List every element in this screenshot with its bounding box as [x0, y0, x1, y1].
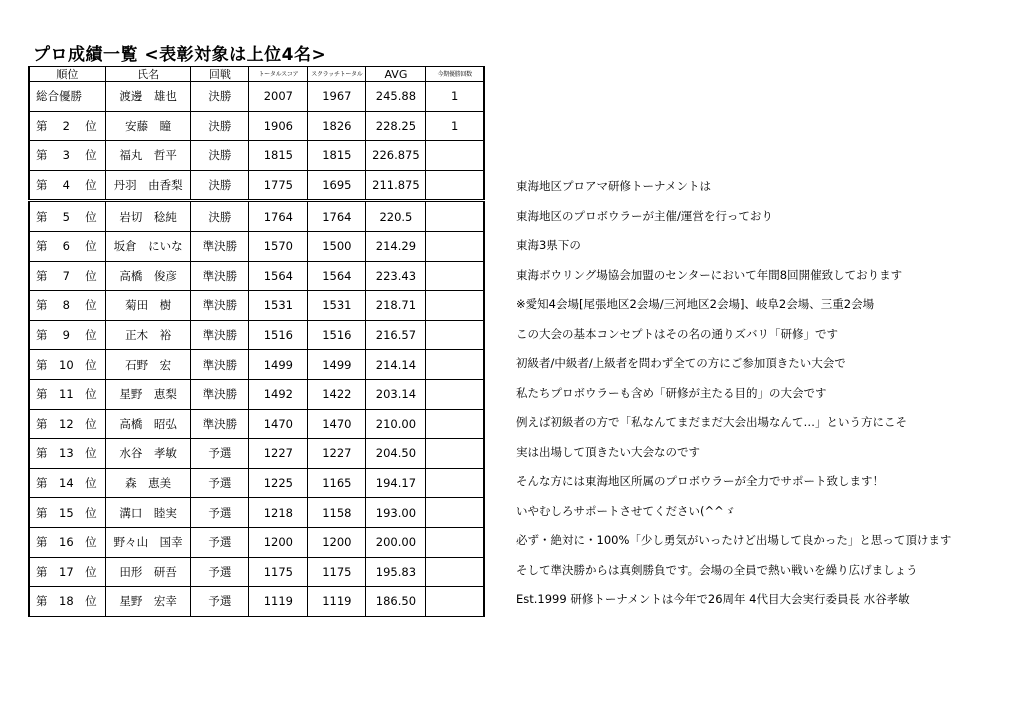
- name-cell: 星野 宏幸: [105, 587, 191, 617]
- round-cell: 準決勝: [191, 350, 249, 380]
- avg-cell: 200.00: [366, 527, 426, 557]
- table-row: [29, 527, 484, 557]
- avg-cell: 194.17: [366, 468, 426, 498]
- page-title: プロ成績一覧 <表彰対象は上位4名>: [33, 45, 327, 65]
- wins-cell: [426, 320, 484, 350]
- wins-cell: [426, 439, 484, 469]
- note-line: 東海ボウリング場協会加盟のセンターにおいて年間8回開催致しております: [516, 267, 903, 282]
- avg-cell: 210.00: [366, 409, 426, 439]
- rank-cell: 第 16 位: [29, 527, 105, 557]
- scratch-total-cell: 1764: [308, 201, 366, 232]
- scratch-total-cell: 1967: [308, 82, 366, 112]
- rank-cell: 第 9 位: [29, 320, 105, 350]
- round-cell: 予選: [191, 498, 249, 528]
- total-score-cell: 1516: [249, 320, 308, 350]
- rank-cell: 第 17 位: [29, 557, 105, 587]
- name-cell: 高橋 昭弘: [105, 409, 191, 439]
- note-line: 実は出場して頂きたい大会なのです: [516, 444, 700, 459]
- total-score-cell: 1470: [249, 409, 308, 439]
- round-cell: 準決勝: [191, 261, 249, 291]
- rank-cell: 第 8 位: [29, 291, 105, 321]
- note-line: 初級者/中級者/上級者を問わず全ての方にご参加頂きたい大会で: [516, 356, 846, 370]
- rank-cell: 第 14 位: [29, 468, 105, 498]
- notes-list: [516, 176, 951, 619]
- scratch-total-cell: 1531: [308, 291, 366, 321]
- table-row: [29, 261, 484, 291]
- avg-cell: 226.875: [366, 141, 426, 171]
- round-cell: 予選: [191, 527, 249, 557]
- avg-cell: 203.14: [366, 379, 426, 409]
- wins-cell: [426, 170, 484, 201]
- header-rank: 順位: [29, 67, 105, 82]
- total-score-cell: 1200: [249, 527, 308, 557]
- rank-cell: 第 15 位: [29, 498, 105, 528]
- avg-cell: 216.57: [366, 320, 426, 350]
- round-cell: 予選: [191, 587, 249, 617]
- table-row: [29, 379, 484, 409]
- note-line: 必ず・絶対に・100%「少し勇気がいったけど出場して良かった」と思って頂けます: [516, 533, 952, 547]
- scratch-total-cell: 1175: [308, 557, 366, 587]
- name-cell: 溝口 睦実: [105, 498, 191, 528]
- table-row: [29, 141, 484, 171]
- table-row: [29, 291, 484, 321]
- rank-cell: 第 4 位: [29, 170, 105, 201]
- wins-cell: [426, 141, 484, 171]
- avg-cell: 220.5: [366, 201, 426, 232]
- total-score-cell: 1775: [249, 170, 308, 201]
- round-cell: 決勝: [191, 111, 249, 141]
- name-cell: 坂倉 にいな: [105, 231, 191, 261]
- note-line: 東海地区プロアマ研修トーナメントは: [516, 179, 712, 193]
- round-cell: 予選: [191, 468, 249, 498]
- avg-cell: 193.00: [366, 498, 426, 528]
- name-cell: 福丸 哲平: [105, 141, 191, 171]
- wins-cell: [426, 557, 484, 587]
- name-cell: 田形 研吾: [105, 557, 191, 587]
- rank-cell: 第 3 位: [29, 141, 105, 171]
- table-row: [29, 439, 484, 469]
- table-row: [29, 350, 484, 380]
- round-cell: 決勝: [191, 170, 249, 201]
- total-score-cell: 1227: [249, 439, 308, 469]
- wins-cell: [426, 291, 484, 321]
- total-score-cell: 1499: [249, 350, 308, 380]
- name-cell: 高橋 俊彦: [105, 261, 191, 291]
- table-row: [29, 320, 484, 350]
- table-row: [29, 587, 484, 617]
- rank-cell: 第 13 位: [29, 439, 105, 469]
- name-cell: 水谷 孝敏: [105, 439, 191, 469]
- round-cell: 準決勝: [191, 231, 249, 261]
- scratch-total-cell: 1516: [308, 320, 366, 350]
- round-cell: 予選: [191, 557, 249, 587]
- rank-cell: 第 5 位: [29, 201, 105, 232]
- note-line: ※愛知4会場[尾張地区2会場/三河地区2会場]、岐阜2会場、三重2会場: [516, 297, 875, 311]
- round-cell: 準決勝: [191, 291, 249, 321]
- round-cell: 準決勝: [191, 409, 249, 439]
- header-name: 氏名: [105, 67, 191, 82]
- total-score-cell: 1119: [249, 587, 308, 617]
- scratch-total-cell: 1499: [308, 350, 366, 380]
- rank-cell: 第 10 位: [29, 350, 105, 380]
- rank-cell: 第 2 位: [29, 111, 105, 141]
- rank-cell: 第 11 位: [29, 379, 105, 409]
- scratch-total-cell: 1564: [308, 261, 366, 291]
- scratch-total-cell: 1695: [308, 170, 366, 201]
- wins-cell: 1: [426, 111, 484, 141]
- results-table: [28, 66, 485, 617]
- avg-cell: 223.43: [366, 261, 426, 291]
- avg-cell: 245.88: [366, 82, 426, 112]
- avg-cell: 186.50: [366, 587, 426, 617]
- table-row: [29, 170, 484, 201]
- round-cell: 準決勝: [191, 320, 249, 350]
- rank-cell: 第 18 位: [29, 587, 105, 617]
- note-line: 東海3県下の: [516, 238, 581, 252]
- table-row: [29, 468, 484, 498]
- wins-cell: [426, 261, 484, 291]
- note-line: いやむしろサポートさせてください(^^ゞ: [516, 503, 736, 518]
- scratch-total-cell: 1165: [308, 468, 366, 498]
- avg-cell: 195.83: [366, 557, 426, 587]
- total-score-cell: 1570: [249, 231, 308, 261]
- wins-cell: [426, 587, 484, 617]
- header-total-score: トータルスコア: [249, 67, 308, 82]
- round-cell: 決勝: [191, 141, 249, 171]
- name-cell: 星野 恵梨: [105, 379, 191, 409]
- rank-cell: 第 12 位: [29, 409, 105, 439]
- scratch-total-cell: 1200: [308, 527, 366, 557]
- round-cell: 予選: [191, 439, 249, 469]
- total-score-cell: 1492: [249, 379, 308, 409]
- total-score-cell: 1175: [249, 557, 308, 587]
- table-row: [29, 201, 484, 232]
- note-line: 東海地区のプロボウラーが主催/運営を行っており: [516, 208, 773, 223]
- wins-cell: [426, 498, 484, 528]
- wins-cell: [426, 231, 484, 261]
- avg-cell: 204.50: [366, 439, 426, 469]
- total-score-cell: 1531: [249, 291, 308, 321]
- scratch-total-cell: 1158: [308, 498, 366, 528]
- note-line: Est.1999 研修トーナメントは今年で26周年 4代目大会実行委員長 水谷孝敏: [516, 592, 910, 606]
- scratch-total-cell: 1815: [308, 141, 366, 171]
- table-row: [29, 409, 484, 439]
- note-line: 例えば初級者の方で「私なんてまだまだ大会出場なんて…」という方にこそ: [516, 415, 907, 429]
- note-line: そして準決勝からは真剣勝負です。会場の全員で熱い戦いを繰り広げましょう: [516, 562, 918, 577]
- table-row: [29, 82, 484, 112]
- name-cell: 野々山 国幸: [105, 527, 191, 557]
- note-line: 私たちプロボウラーも含め「研修が主たる目的」の大会です: [516, 385, 827, 400]
- header-season-wins: 今期優勝回数: [426, 67, 484, 82]
- name-cell: 菊田 樹: [105, 291, 191, 321]
- total-score-cell: 1564: [249, 261, 308, 291]
- name-cell: 安藤 瞳: [105, 111, 191, 141]
- header-round: 回戦: [191, 67, 249, 82]
- table-header-row: [29, 67, 484, 82]
- total-score-cell: 1764: [249, 201, 308, 232]
- name-cell: 石野 宏: [105, 350, 191, 380]
- rank-cell: 第 7 位: [29, 261, 105, 291]
- name-cell: 森 恵美: [105, 468, 191, 498]
- round-cell: 決勝: [191, 82, 249, 112]
- name-cell: 正木 裕: [105, 320, 191, 350]
- table-row: [29, 557, 484, 587]
- total-score-cell: 1218: [249, 498, 308, 528]
- table-row: [29, 231, 484, 261]
- wins-cell: [426, 468, 484, 498]
- round-cell: 決勝: [191, 201, 249, 232]
- note-line: この大会の基本コンセプトはその名の通りズバリ「研修」です: [516, 326, 838, 341]
- round-cell: 準決勝: [191, 379, 249, 409]
- rank-cell: 総合優勝: [29, 82, 105, 112]
- note-line: そんな方には東海地区所属のプロボウラーが全力でサポート致します！: [516, 474, 884, 488]
- scratch-total-cell: 1422: [308, 379, 366, 409]
- header-scratch-total: スクラッチトータル: [308, 67, 366, 82]
- wins-cell: 1: [426, 82, 484, 112]
- table-row: [29, 498, 484, 528]
- wins-cell: [426, 409, 484, 439]
- wins-cell: [426, 201, 484, 232]
- table-row: [29, 111, 484, 141]
- scratch-total-cell: 1227: [308, 439, 366, 469]
- name-cell: 岩切 稔純: [105, 201, 191, 232]
- wins-cell: [426, 527, 484, 557]
- wins-cell: [426, 379, 484, 409]
- total-score-cell: 1906: [249, 111, 308, 141]
- avg-cell: 214.29: [366, 231, 426, 261]
- scratch-total-cell: 1470: [308, 409, 366, 439]
- total-score-cell: 2007: [249, 82, 308, 112]
- scratch-total-cell: 1826: [308, 111, 366, 141]
- scratch-total-cell: 1500: [308, 231, 366, 261]
- avg-cell: 214.14: [366, 350, 426, 380]
- header-avg: AVG: [366, 67, 426, 82]
- name-cell: 渡邊 雄也: [105, 82, 191, 112]
- total-score-cell: 1225: [249, 468, 308, 498]
- avg-cell: 228.25: [366, 111, 426, 141]
- avg-cell: 218.71: [366, 291, 426, 321]
- name-cell: 丹羽 由香梨: [105, 170, 191, 201]
- wins-cell: [426, 350, 484, 380]
- total-score-cell: 1815: [249, 141, 308, 171]
- rank-cell: 第 6 位: [29, 231, 105, 261]
- avg-cell: 211.875: [366, 170, 426, 201]
- scratch-total-cell: 1119: [308, 587, 366, 617]
